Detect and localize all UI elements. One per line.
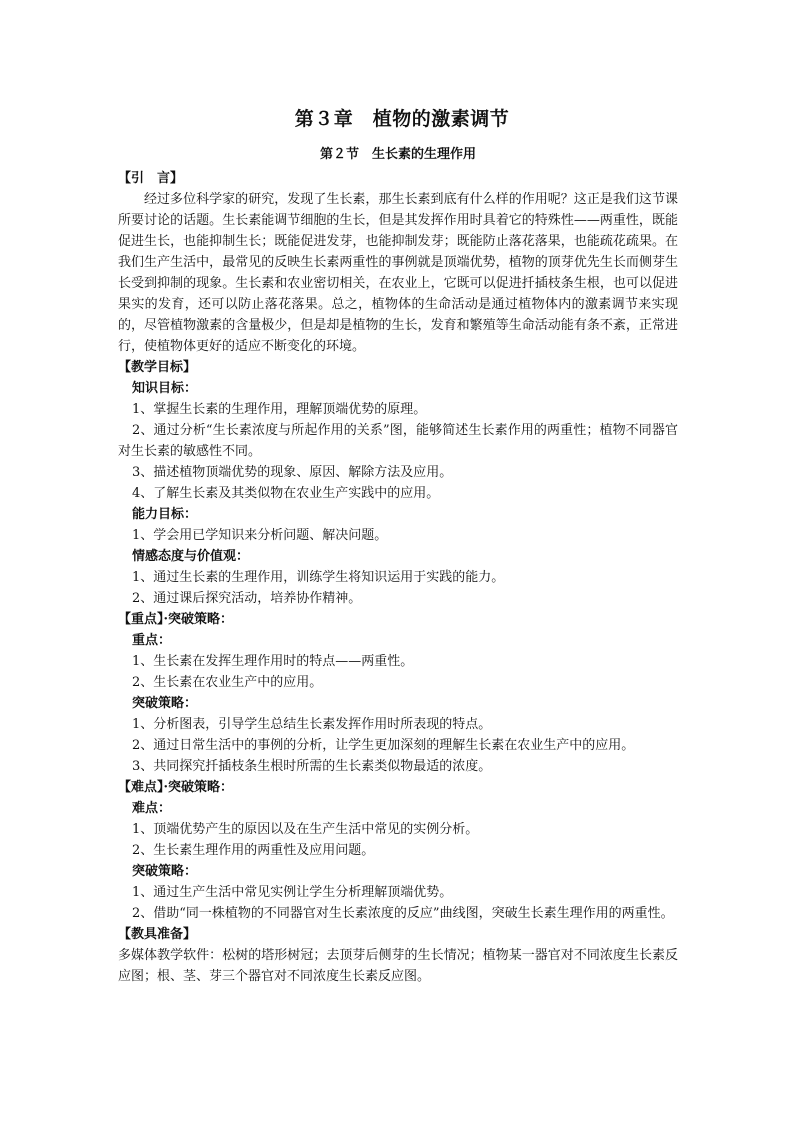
intro-paragraph: 经过多位科学家的研究，发现了生长素，那生长素到底有什么样的作用呢？这正是我们这节课所要讨论的话题。生长素能调节细胞的生长，但是其发挥作用时具着它的特殊性——两重性，既能促进生长，也能抑制生长；既能促进发芽，也能抑制发芽；既能防止落花落果，也能疏花疏果。在我们生产生活中，最常见的反映生长素两重性的事例就是顶端优势，植物的顶芽优先生长而侧芽生长受到抑制的现象。生长素和农业密切相关，在农业上，它既可以促进扦插枝条生根，也可以促进果实的发育，还可以防止落花落果。总之，植物体的生命活动是通过植物体内的激素调节来实现的，尽管植物激素的含量极少，但是却是植物的生长，发育和繁殖等生命活动能有条不紊，正常进行，使植物体更好的适应不断变化的环境。 xyxy=(118,192,678,354)
difficulty-strategy-item: 2、借助“同一株植物的不同器官对生长素浓度的反应”曲线图，突破生长素生理作用的两重性。 xyxy=(132,906,674,921)
difficulty-point-item: 1、顶端优势产生的原因以及在生产生活中常见的实例分析。 xyxy=(132,822,479,837)
key-strategy-item: 2、通过日常生活中的事例的分析，让学生更加深刻的理解生长素在农业生产中的应用。 xyxy=(132,738,635,753)
key-strategy-item: 3、共同探究扦插枝条生根时所需的生长素类似物最适的浓度。 xyxy=(132,759,492,774)
materials-heading: 【教具准备】 xyxy=(118,927,197,942)
difficulty-strategy-item: 1、通过生产生活中常见实例让学生分析理解顶端优势。 xyxy=(132,885,453,900)
ability-goals-label: 能力目标： xyxy=(132,507,198,522)
knowledge-goal-item: 3、描述植物顶端优势的现象、原因、解除方法及应用。 xyxy=(132,465,453,480)
difficulty-heading: 【难点】·突破策略： xyxy=(118,780,234,795)
knowledge-goal-item: 1、掌握生长素的生理作用，理解顶端优势的原理。 xyxy=(132,402,427,417)
goals-heading: 【教学目标】 xyxy=(118,360,197,375)
difficulty-strategy-label: 突破策略： xyxy=(132,864,198,879)
key-points-heading: 【重点】·突破策略： xyxy=(118,612,234,627)
emotion-goals-label: 情感态度与价值观： xyxy=(132,549,250,564)
section-title: 第２节 生长素的生理作用 xyxy=(319,147,476,162)
document-page xyxy=(118,104,678,987)
emotion-goal-item: 1、通过生长素的生理作用，训练学生将知识运用于实践的能力。 xyxy=(132,570,505,585)
difficulty-point-item: 2、生长素生理作用的两重性及应用问题。 xyxy=(132,843,375,858)
key-strategy-item: 1、分析图表，引导学生总结生长素发挥作用时所表现的特点。 xyxy=(132,717,492,732)
materials-paragraph: 多媒体教学软件：松树的塔形树冠；去顶芽后侧芽的生长情况；植物某一器官对不同浓度生长素反应图；根、茎、芽三个器官对不同浓度生长素反应图。 xyxy=(118,948,678,984)
key-point-item: 1、生长素在发挥生理作用时的特点——两重性。 xyxy=(132,654,414,669)
key-points-label: 重点： xyxy=(132,633,172,648)
ability-goal-item: 1、学会用已学知识来分析问题、解决问题。 xyxy=(132,528,388,543)
intro-heading: 【引 言】 xyxy=(118,171,184,186)
key-point-item: 2、生长素在农业生产中的应用。 xyxy=(132,675,323,690)
knowledge-goal-item: 4、了解生长素及其类似物在农业生产实践中的应用。 xyxy=(132,486,440,501)
emotion-goal-item: 2、通过课后探究活动，培养协作精神。 xyxy=(132,591,362,606)
difficulty-points-label: 难点： xyxy=(132,801,172,816)
knowledge-goal-item: 2、通过分析“生长素浓度与所起作用的关系”图，能够简述生长素作用的两重性；植物不同器官对生长素的敏感性不同。 xyxy=(118,423,678,459)
knowledge-goals-label: 知识目标： xyxy=(132,381,198,396)
key-strategy-label: 突破策略： xyxy=(132,696,198,711)
chapter-title: 第３章 植物的激素调节 xyxy=(294,108,510,130)
